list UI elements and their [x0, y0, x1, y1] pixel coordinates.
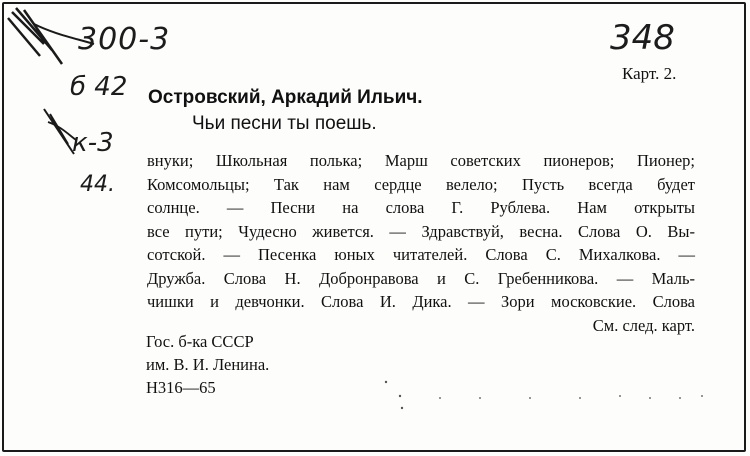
author-heading: Островский, Аркадий Ильич.: [148, 87, 423, 108]
handwritten-mark: 44.: [80, 172, 115, 197]
library-name: им. В. И. Ленина.: [146, 355, 270, 374]
print-code: Н316—65: [146, 378, 216, 397]
library-label: Гос. б-ка СССР: [146, 332, 254, 351]
body-line: сотской. — Песенка юных читателей. Слова С. Михалкова. —: [147, 245, 695, 264]
body-line: внуки; Школьная полька; Марш советских пионеров; Пионер;: [147, 151, 695, 170]
handwritten-corner-number: 348: [610, 18, 675, 58]
faint-dotted-marks: [380, 378, 710, 418]
body-line: все пути; Чудесно живется. — Здравствуй, весна. Слова О. Вы-: [147, 221, 695, 241]
body-line: Комсомольцы; Так нам сердце велело; Пусть всегда будет: [147, 174, 695, 194]
handwritten-shelfmark: 300-3: [78, 22, 171, 57]
library-footer: [146, 330, 269, 399]
handwritten-code: к-3: [72, 128, 114, 158]
body-line: чишки и девчонки. Слова И. Дика. — Зори московские. Слова: [147, 292, 695, 311]
body-line: Дружба. Слова Н. Добронравова и С. Гребенникова. — Маль-: [147, 268, 695, 288]
card-number: Карт. 2.: [622, 64, 677, 83]
handwritten-number: б 42: [70, 72, 128, 102]
body-line: солнце. — Песни на слова Г. Рублева. Нам открыты: [147, 198, 695, 217]
card-body-text: [147, 149, 695, 337]
work-title: Чьи песни ты поешь.: [192, 113, 377, 134]
see-next-card: См. след. карт.: [592, 315, 695, 335]
